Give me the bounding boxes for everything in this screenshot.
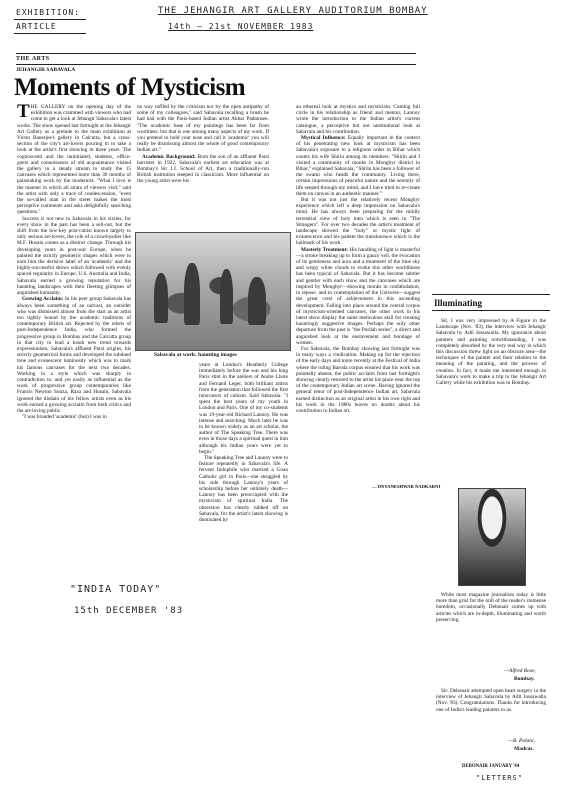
- magazine-footer: DEBONAIR JANUARY '84: [462, 764, 520, 769]
- paragraph: years at London's Heatherly College immediately before the war and his long Paris stint in the ateliers of Andre Lhote and Fernand Leger, both brilliant artists from the generation that followed the first innovators of cubism. Said Sabavala: "I spent the best years of my youth in London and Paris. One of my co-students was 19-year-old Richard Lannoy. He was intense and searching. Much later he was to be known widely as an art scholar, the author of The Speaking Tree. There was even in those days a spiritual quest in him although his Indian years were yet to begin.": [199, 362, 288, 455]
- subhead: Growing Acclaim:: [22, 296, 64, 303]
- sidebar-portrait: [458, 488, 526, 586]
- paragraph: Sir: Debonair attempted open heart surgery in the interview of Jehangir Sabavala by Adil Jussawalla (Nov. '83). Congratulations. Thanks for introducing one of India's leading painters to us.: [436, 688, 546, 713]
- figure-silhouette: [154, 273, 168, 323]
- subhead: Masterly Treatment:: [301, 246, 348, 253]
- section-rule: [16, 64, 416, 65]
- figure-silhouette: [184, 263, 200, 325]
- figure-silhouette: [220, 269, 233, 324]
- letter-2-body: [436, 688, 546, 736]
- author-signoff: — DNYANESHWAR NADKARNI: [372, 484, 441, 489]
- letter-1-body-bottom: [436, 592, 546, 662]
- sidebar-heading: Illuminating: [434, 298, 483, 308]
- divider: [14, 33, 86, 34]
- clipping-label-article: ARTICLE: [16, 22, 57, 31]
- divider: [14, 19, 86, 20]
- letter-1-city: Bombay.: [514, 676, 535, 682]
- paragraph: Mystical Influence: Equally important in the context of his penetrating new look at mysticism has been Sabavala's exposure to a religious order in Bihar which counts his wife Shirin among its members. "Shirin and I visited a community of monks in Monghyr district in Bihar," explained Sabavala, "Shirin has been a follower of the swami who heads the community. Living there, certain impressions of peaceful nature and the serenity of life seeped through my mind, and I have tried to re-create them on canvas in an authentic manner.": [296, 135, 420, 197]
- clipping-venue: THE JEHANGIR ART GALLERY AUDITORIUM BOMBAY: [158, 6, 428, 16]
- sidebar-rule: [432, 310, 550, 311]
- paragraph: Success is not new to Sabavala in his sixties, for every show in the past has been a sell-out, but the shift from the low-key post-cubist known largely to only serious art-lovers, the role of a crowd-puller like M.F. Husain comes as a distinct change. Through his developing years in post-war Europe, when he painted the strictly geometric shapes which were to earn him the derisive label of an 'academic' and the highly-successful shows which followed with evenly spaced regularity in Europe, U.S. Australia and India, Sabavala earned a growing reputation for his haunting landscapes with their fleeting glimpses of anguished humanity.: [17, 215, 131, 297]
- article-column-2-bottom: [199, 362, 288, 524]
- figure-silhouette: [248, 277, 266, 325]
- photo-caption: Sabavala at work: haunting images: [154, 352, 237, 358]
- paragraph: no way ruffled by the criticism nor by the open antipathy of some of my colleagues," said Sabavala recalling a brush he had had with the Paris-based Indian artist Akbar Padamsee. "The academic base of my paintings has been far from worthless: but that is one among many aspects of my work. If you pretend to hold your nose and call it 'academic' you will really be dismissing almost the whole of good contemporary Indian art.": [137, 104, 269, 154]
- headline: Moments of Mysticism: [14, 74, 245, 101]
- article-column-1: [17, 101, 131, 466]
- paragraph: an ethereal look at mystics and mysticism. Coming full circle in his relationship as friend and mentor, Lannoy wrote the introduction to the Indian artist's current catalogue, a perceptive but not unemotional look at Sabavala and his contribution.: [296, 104, 420, 135]
- paragraph: Sir, I was very impressed by A Figure in the Landscape (Nov. '83), the interview with Jehangir Sabavala by Adil Jussawalla. My ignorance about painters and painting notwithstanding, I was completely absorbed by the very real way in which this discussion threw light on an obscure area—the techniques of the painter and their relation to the meaning of the painting, and the process of creation. In fact, it made me interested enough in Sabavala's work to make a trip to the Jehangir Art Gallery while his exhibition was in Bombay.: [436, 318, 546, 387]
- letter-1-body-top: [436, 318, 546, 486]
- letter-1-author: —Alfred Rose,: [504, 668, 536, 674]
- paragraph: But it was not just the relatively recent Monghyr experience which left a deep impression on Sabavala's mind. He has always been preparing for the mildly terrestrial view of holy men which is seen in "The Strangers". For over two decades the artist's treatment of landscape showed the "holy" or mystic light of evanescence and his palette the translucence which is the hallmark of his work.: [296, 197, 420, 247]
- paragraph: Growing Acclaim: In his peer group Sabavala has always been something of an outcast, an outsider who was dismissed almost from the start as an artist too tightly bound by the academic traditions of contemporary British art. Rejected by the rebels of post-Independence India, who formed the progressive group in Bombay and the Calcutta group in that city to lead a brash new trend towards expressionism, Sabavala's affluent Parsi origins, his strictly geometrical forms and developed the subdued tone and evanescent luminosity which was to mark his famous canvases for the next two decades. Working in a style which was sharply in contradiction to, and yet easily as influential as the work of progressive group contemporaries like Francis Newton Souza, Raza and Husain, Sabavala ignored the disdain of his fellow artists even as his work earned a growing acclaim from both critics and the art-loving public.: [17, 296, 131, 414]
- paragraph: "I was branded 'academic' (but) I was in: [22, 414, 107, 421]
- clipping-source: "INDIA TODAY": [70, 584, 162, 595]
- subhead: Academic Background:: [142, 153, 196, 160]
- article-column-2-top: [137, 104, 269, 230]
- section-label: THE ARTS: [16, 56, 50, 62]
- article-column-3: [296, 104, 420, 490]
- byline: JEHANGIR SABAVALA: [16, 67, 76, 73]
- clipping-source-date: 15th DECEMBER '83: [74, 606, 184, 616]
- article-photo: [135, 232, 291, 351]
- paragraph: The Speaking Tree and Lannoy were to feature repeatedly in Sabavala's life. A fervent Indophile who married a Goan Catholic girl in Paris—she struggled by his side through Lannoy's years of scholarship before her untimely death—Lannoy has been preoccupied with the mysticism of spiritual India. The obsession has clearly rubbed off on Sabavala, for the artist's latest showing is dominated by: [199, 455, 288, 524]
- drop-cap: T: [17, 101, 30, 122]
- clipping-letters-note: "LETTERS": [476, 774, 523, 782]
- paragraph: Academic Background: Born the son of an affluent Parsi barrister in 1922, Sabavala's earliest art education was at Bombay's Sir J.J. School of Art, then a traditionally-run British institution steeped in classicism. More influential on the young artist were his: [137, 153, 269, 185]
- letter-2-author: —B. Palani,: [508, 738, 536, 744]
- clipping-dates: 14th – 21st NOVEMBER 1983: [168, 22, 314, 31]
- letter-2-city: Madras.: [514, 746, 534, 752]
- section-rule: [16, 53, 416, 54]
- paragraph: Masterly Treatment: His handling of light is masterful—a stroke breaking up to form a gauzy veil, the evocation of its gentleness and aura and a treatment of the blue sky and wispy white clouds to evoke this other worldliness has been typical of Sabavala. But it has become subtler and gentler with each show and the canvases which are inspired by Monghyr—showing monks in confabulation, in repose, and in contemplation of the Universe—suggest the great crest of achievement in this ascending development. Falling into place around the central corpus of mysticism-oriented canvases, the other work in his latest show display the same meticulous skill for creating hauntingly suggestive images. Perhaps the only other departure from the past is "the Purdah series", a direct and anguished look at the enslavement and bondage of women.: [296, 246, 420, 346]
- sidebar-rule: [432, 294, 550, 295]
- subhead: Mystical Influence:: [301, 135, 346, 142]
- paragraph: For Sabavala, the Bombay showing last fortnight was in many ways a vindication. Making up for the rejection of the early days and more recently at the Festival of India where the ruling Baroda corpus ensured that his work was pointedly absent, the public acclaim from last fortnight's showing clearly restored to the artist his place near the top of the contemporary Indian art scene. Having ignored the general tenor of post-Independence Indian art, Sabavala earned distinction as an original artist in his own right and his work in the 1980s leaves no doubts about his contribution to Indian art.: [296, 345, 420, 414]
- paragraph: THE GALLERY on the opening day of the exhibition was crammed with viewers who had come to get a look at Jehangir Sabavala's latest works. The show opened last fortnight at the Jehangir Art Gallery as a prelude to the main exhibition at Victor Banerjee's gallery in Calcutta, but a cross-section of the city's art-lovers pouring in to take a look at the artist's first showing in three years. The cognoscenti and the uninitiated, students, office-goers and connoisseurs of old acquaintance visited the gallery in a steady stream to study the 15 canvases which represented more than 36 months of painstaking work by the modernist. "What I love is the manner in which all strata of viewers visit," said the artist with only a trace of condescension, "even the so-called man in the street makes the most perceptive comments and asks delightfully searching questions.": [17, 101, 131, 216]
- paragraph: While most magazine journalism today is little more than grist for the mill of the reader's immense boredom, occasionally Debonair comes up with articles which are in-depth, illuminating and worth preserving.: [436, 592, 546, 623]
- clipping-label-exhibition: EXHIBITION:: [16, 8, 80, 17]
